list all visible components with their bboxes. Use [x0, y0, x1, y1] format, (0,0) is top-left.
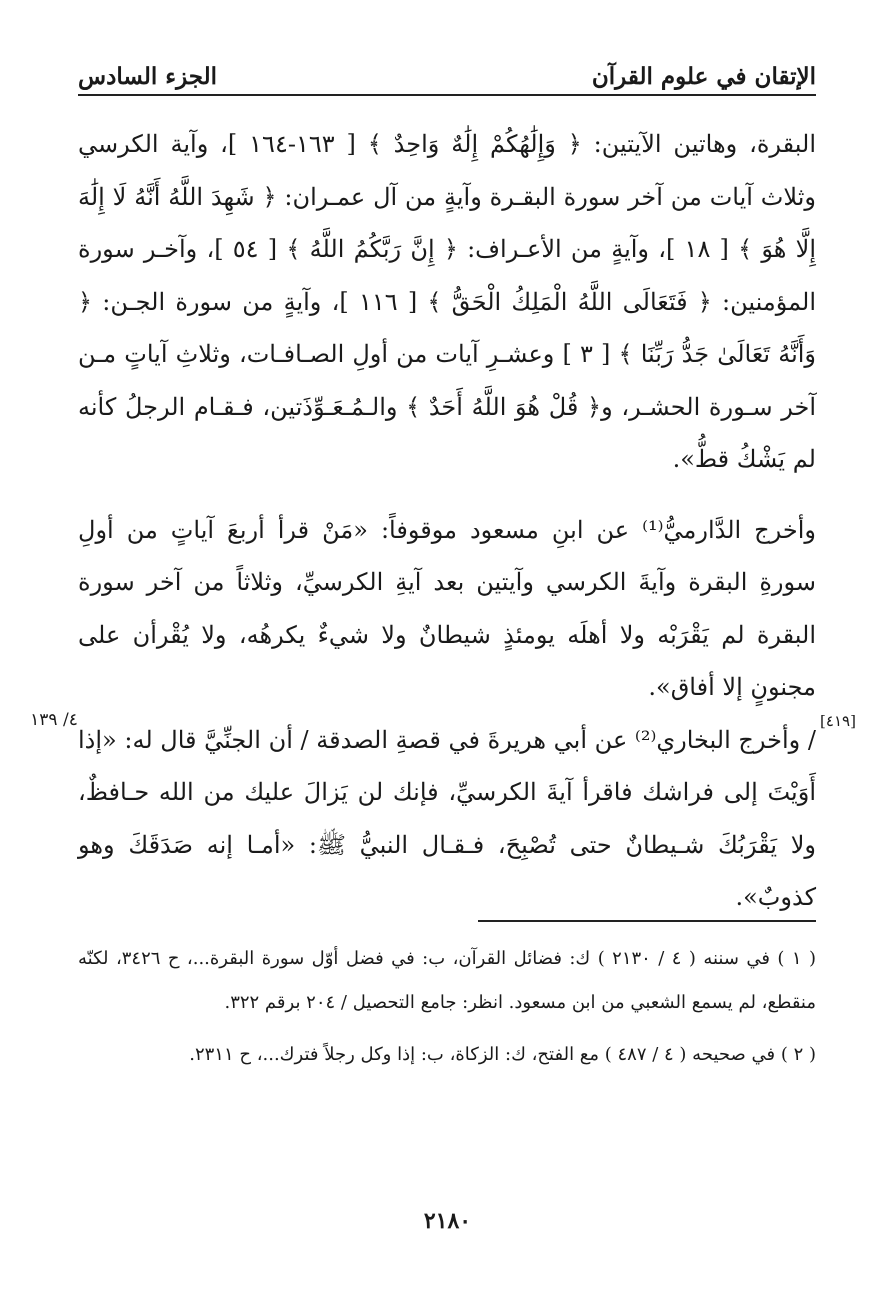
- edition-volume-ref: ٤/ ١٣٩: [30, 710, 78, 730]
- volume-label: الجزء السادس: [78, 63, 217, 90]
- footnotes: [78, 937, 816, 1077]
- page-number: ٢١٨٠: [423, 1208, 472, 1234]
- manuscript-page-ref: [٤١٩]: [820, 712, 856, 730]
- running-header: [78, 50, 816, 96]
- paragraph: البقرة، وهاتين الآيتين: ﴿ وَإِلَٰهُكُمْ إِلَٰهٌ وَاحِدٌ ﴾ [ ١٦٣-١٦٤ ]، وآية الكرسي وثلاث آيات من آخر سورة البقـرة وآيةٍ من آل عمـران: ﴿ شَهِدَ اللَّهُ أَنَّهُ لَا إِلَٰهَ إِلَّا هُوَ ﴾ [ ١٨ ]، وآيةٍ من الأعـراف: ﴿ إِنَّ رَبَّكُمُ اللَّهُ ﴾ [ ٥٤ ]، وآخـر سورة المؤمنين: ﴿ فَتَعَالَى اللَّهُ الْمَلِكُ الْحَقُّ ﴾ [ ١١٦ ]، وآيةٍ من سورة الجـن: ﴿ وَأَنَّهُ تَعَالَىٰ جَدُّ رَبِّنَا ﴾ [ ٣ ] وعشـرِ آيات من أولِ الصـافـات، وثلاثِ آياتٍ مـن آخر سـورة الحشـر، و﴿ قُلْ هُوَ اللَّهُ أَحَدٌ ﴾ والـمُـعَـوِّذَتين، فـقـام الرجلُ كأنه لم يَشْكُ قطُّ».: [78, 130, 817, 473]
- paragraph: / وأخرج البخاري⁽²⁾ عن أبي هريرةَ في قصةِ الصدقة / أن الجنِّيَّ قال له: «إذا أَوَيْتَ إلى فراشك فاقرأ آيةَ الكرسيِّ، فإنك لن يَزالَ عليك من الله حـافظٌ، ولا يَقْرَبُكَ شـيطانٌ حتى تُصْبِحَ، فـقـال النبيُّ ﷺ: «أمـا إنه صَدَقَكَ وهو كذوبٌ».: [78, 725, 817, 911]
- main-text: [78, 118, 816, 924]
- footnote-separator: [478, 920, 816, 922]
- book-title: الإتقان في علوم القرآن: [591, 63, 816, 90]
- paragraph: وأخرج الدَّارميُّ⁽¹⁾ عن ابنِ مسعود موقوفاً: «مَنْ قرأ أربعَ آياتٍ من أولِ سورةِ البقرة وآيةَ الكرسي وآيتين بعد آيةِ الكرسيِّ، وثلاثاً من آخر سورة البقرة لم يَقْرَبْه ولا أهلَه يومئذٍ شيطانٌ ولا شيءٌ يكرهُه، ولا يُقْرأن على مجنونٍ إلا أفاق».: [78, 515, 817, 701]
- footnote: ( ٢ ) في صحيحه ( ٤ / ٤٨٧ ) مع الفتح، ك: الزكاة، ب: إذا وكل رجلاً فترك...، ح ٢٣١١.: [189, 1044, 816, 1065]
- footnote: ( ١ ) في سننه ( ٤ / ٢١٣٠ ) ك: فضائل القرآن، ب: في فضل أوّل سورة البقرة...، ح ٣٤٢٦، لكنّه منقطع، لم يسمع الشعبي من ابن مسعود. انظر: جامع التحصيل / ٢٠٤ برقم ٣٢٢.: [78, 948, 816, 1013]
